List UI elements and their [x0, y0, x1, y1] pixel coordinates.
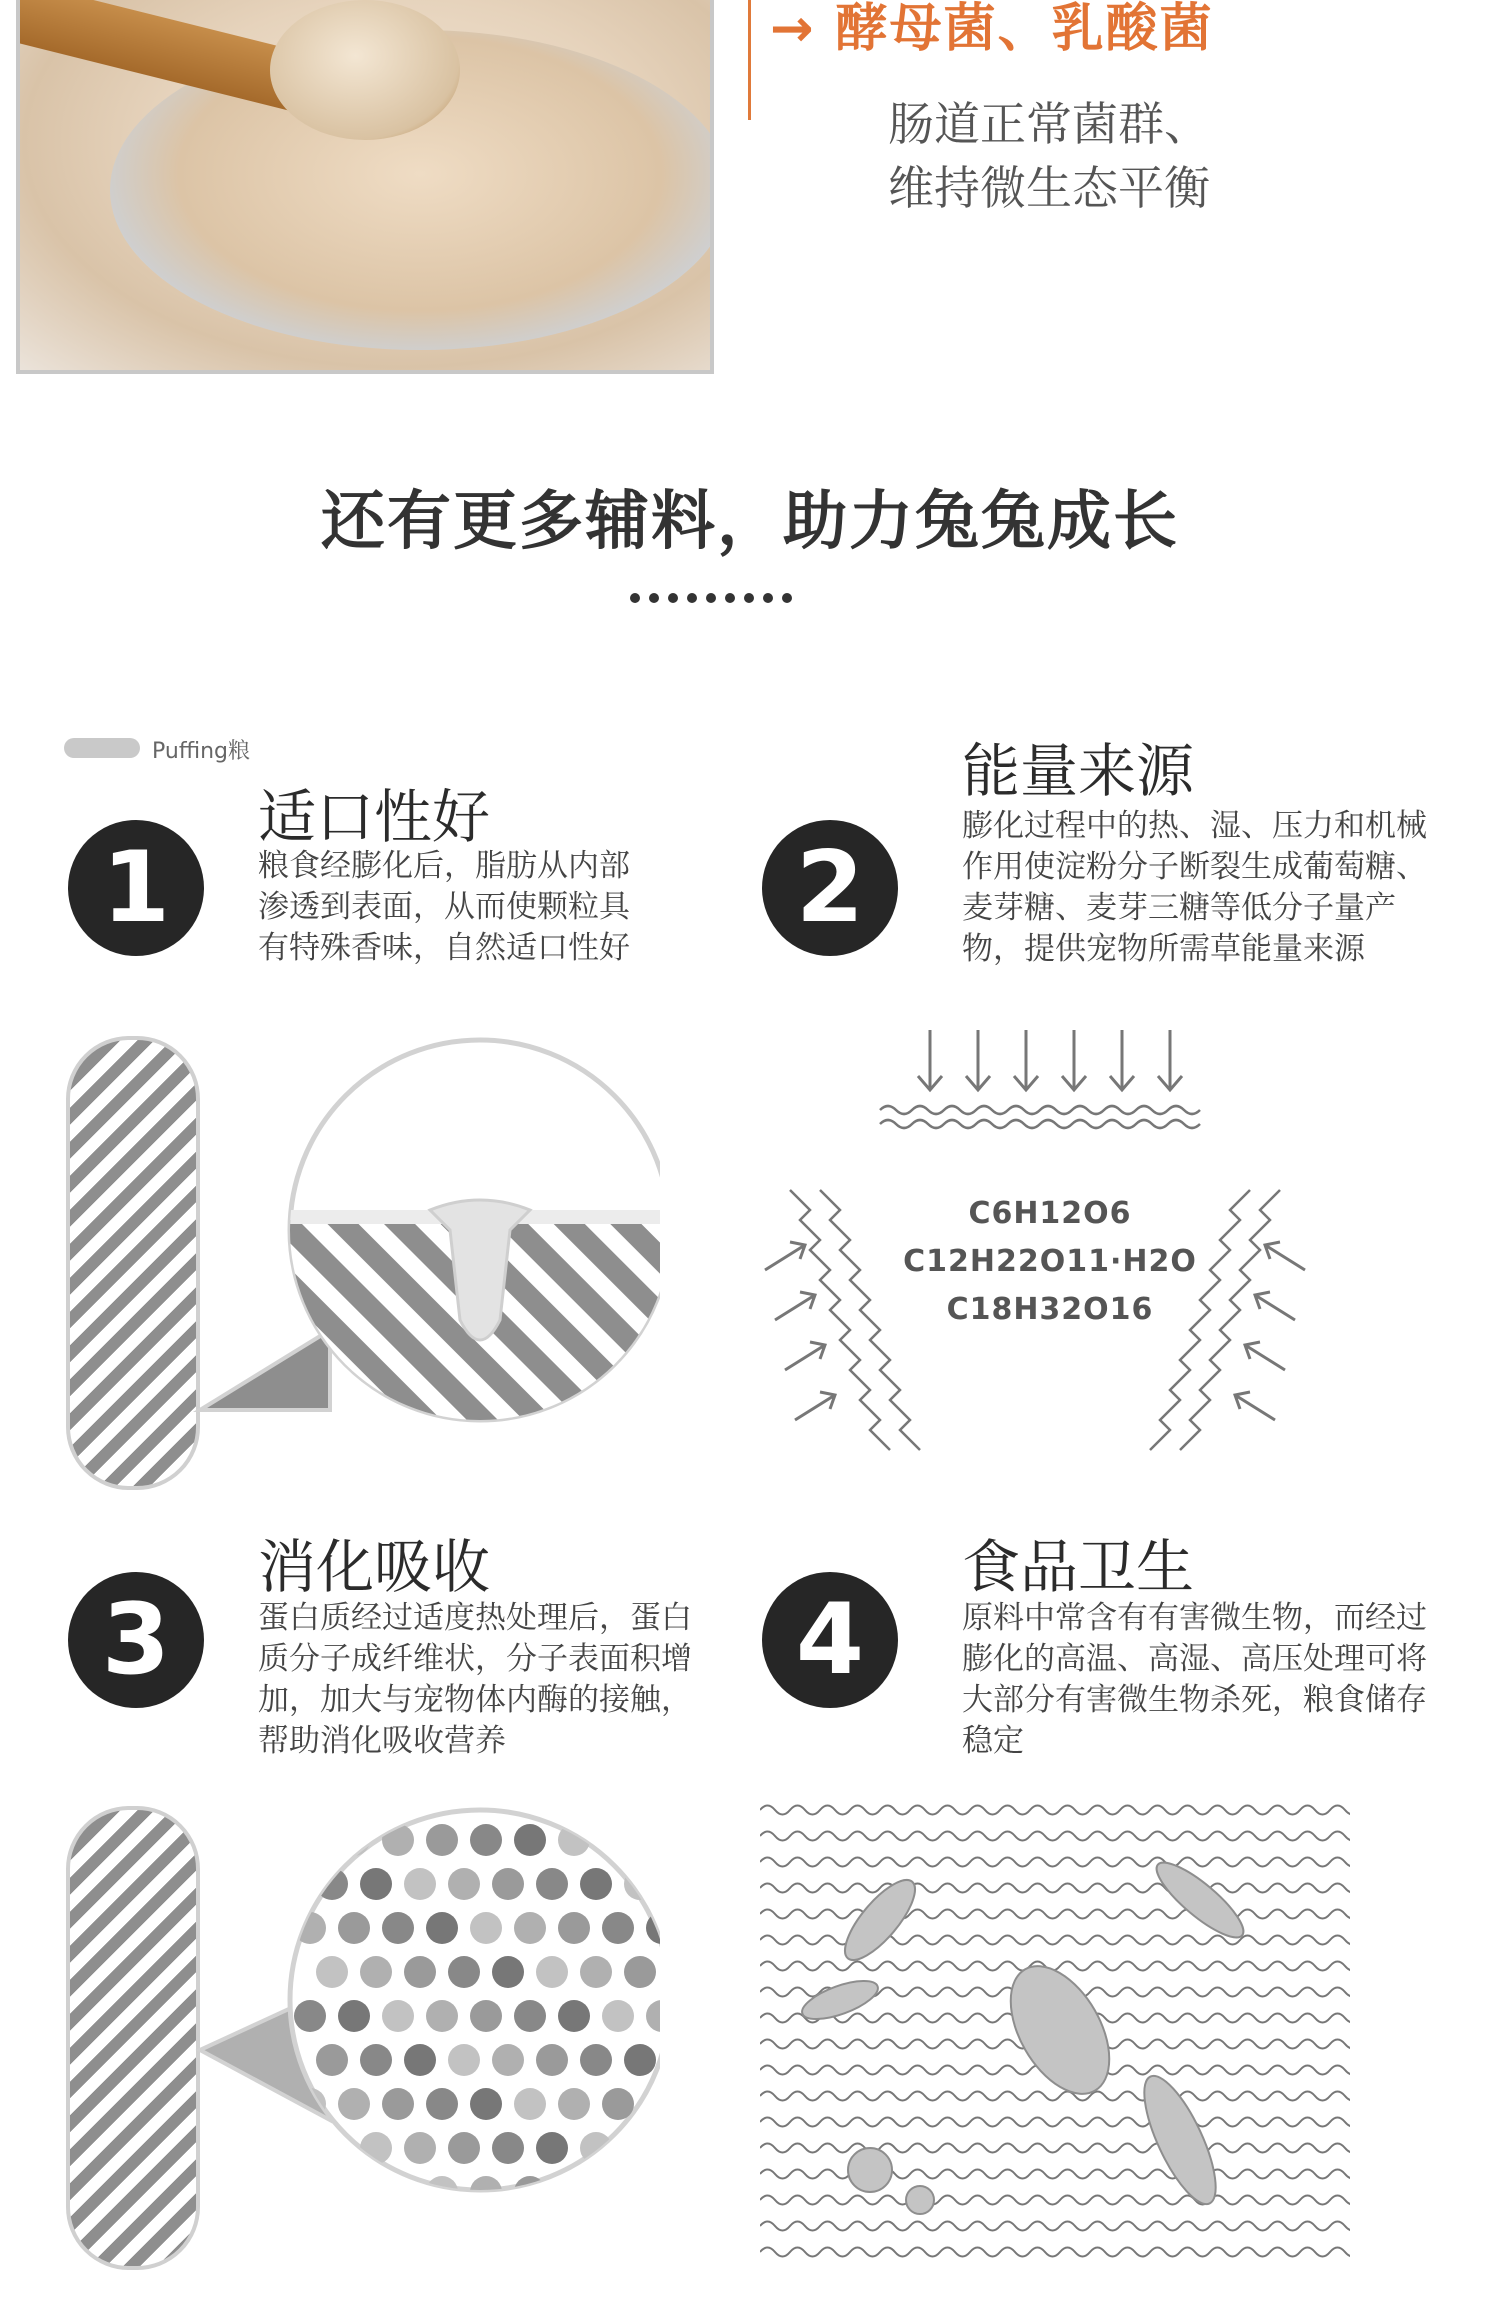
nutrient-dot — [536, 1956, 568, 1988]
nutrient-dot — [602, 1912, 634, 1944]
nutrient-dot — [646, 1824, 660, 1856]
nutrient-dot — [602, 1824, 634, 1856]
nutrient-dot — [470, 2000, 502, 2032]
formula-glucose: C6H12O6 — [968, 1196, 1132, 1231]
nutrient-dot — [514, 2088, 546, 2120]
legend-label: Puffing粮 — [152, 739, 251, 764]
nutrient-dot — [404, 1868, 436, 1900]
nutrient-dot — [426, 1824, 458, 1856]
nutrient-dot — [602, 2000, 634, 2032]
nutrient-dot — [558, 2088, 590, 2120]
nutrient-dot — [404, 2132, 436, 2164]
nutrient-dot — [294, 2000, 326, 2032]
feature-4-title: 食品卫生 — [962, 1533, 1195, 1601]
nutrient-dot — [338, 2176, 370, 2208]
nutrient-dot — [470, 1824, 502, 1856]
nutrient-dot — [536, 2132, 568, 2164]
formula-maltotriose: C18H32O16 — [946, 1292, 1154, 1327]
spoon-scoop-illustration — [270, 0, 460, 140]
nutrient-dot — [316, 2132, 348, 2164]
nutrient-dot — [294, 2176, 326, 2208]
nutrient-dot — [404, 2044, 436, 2076]
bacteria-icon — [798, 1852, 1253, 2214]
nutrient-dot — [382, 1912, 414, 1944]
nutrient-dot — [580, 1868, 612, 1900]
nutrient-dot — [602, 2088, 634, 2120]
feature-3-number: 3 — [68, 1572, 204, 1708]
feature-1-title: 适口性好 — [258, 783, 491, 851]
nutrient-dot — [536, 2044, 568, 2076]
feature-3-diagram — [190, 1800, 660, 2220]
nutrient-dot — [404, 1956, 436, 1988]
nutrient-dot — [338, 1912, 370, 1944]
benefit-line-2: 维持微生态平衡 — [888, 161, 1210, 215]
wave-line — [760, 2222, 1350, 2231]
nutrient-dot — [360, 2044, 392, 2076]
nutrient-dot — [514, 2000, 546, 2032]
benefit-text — [888, 92, 1210, 220]
wave-line — [760, 1858, 1350, 1867]
nutrient-dot — [360, 1868, 392, 1900]
nutrient-dot — [448, 1868, 480, 1900]
wave-line — [760, 2248, 1350, 2257]
nutrient-dot — [624, 2132, 656, 2164]
nutrient-dot — [580, 2044, 612, 2076]
wave-line — [760, 2196, 1350, 2205]
feature-1-body: 粮食经膨化后，脂肪从内部渗透到表面，从而使颗粒具有特殊香味，自然适口性好 — [258, 848, 630, 966]
wave-line — [760, 2118, 1350, 2127]
nutrient-dot — [624, 2044, 656, 2076]
nutrient-dot — [338, 1824, 370, 1856]
feature-1-number: 1 — [68, 820, 204, 956]
nutrient-dot — [426, 2088, 458, 2120]
nutrient-dot — [316, 1956, 348, 1988]
nutrient-dot — [602, 2176, 634, 2208]
nutrient-dot — [294, 1824, 326, 1856]
powder-photo — [16, 0, 714, 374]
feature-4-body: 原料中常含有有害微生物，而经过膨化的高温、高湿、高压处理可将大部分有害微生物杀死，粮食储存稳定 — [962, 1600, 1427, 1759]
wave-line — [760, 2092, 1350, 2101]
dots-divider — [630, 588, 830, 602]
nutrient-dot — [646, 2176, 660, 2208]
wave-line — [760, 1884, 1350, 1893]
feature-4-number: 4 — [762, 1572, 898, 1708]
nutrient-dot — [316, 2044, 348, 2076]
pellet-pill-3 — [66, 1806, 200, 2270]
nutrient-dot — [426, 2000, 458, 2032]
nutrient-dot — [558, 1912, 590, 1944]
benefit-line-1: 肠道正常菌群、 — [888, 97, 1210, 151]
legend-swatch — [64, 738, 140, 758]
nutrient-dot — [426, 1912, 458, 1944]
pellet-pill-1 — [66, 1036, 200, 1490]
accent-divider — [748, 0, 751, 120]
wave-line — [760, 2144, 1350, 2153]
feature-2-number: 2 — [762, 820, 898, 956]
nutrient-dot — [426, 2176, 458, 2208]
nutrient-dot — [382, 2176, 414, 2208]
nutrient-dot — [448, 1956, 480, 1988]
nutrient-dot — [382, 2000, 414, 2032]
nutrient-dot — [492, 1956, 524, 1988]
wave-line — [760, 1806, 1350, 1815]
feature-2-title: 能量来源 — [962, 737, 1195, 805]
nutrient-dot — [492, 2044, 524, 2076]
wave-line — [760, 1962, 1350, 1971]
nutrient-dot — [338, 2000, 370, 2032]
nutrient-dot — [536, 1868, 568, 1900]
nutrient-dot — [470, 1912, 502, 1944]
feature-3-body: 蛋白质经过适度热处理后，蛋白质分子成纤维状，分子表面积增加，加大与宠物体内酶的接触，帮助消化吸收营养 — [258, 1600, 692, 1759]
wave-icon — [880, 1106, 1200, 1128]
feature-1-diagram — [190, 1030, 660, 1450]
nutrient-dot — [624, 1956, 656, 1988]
nutrient-dot — [338, 2088, 370, 2120]
nutrient-dot — [470, 2088, 502, 2120]
nutrient-dot — [448, 2132, 480, 2164]
wave-line — [760, 1832, 1350, 1841]
nutrient-dot — [382, 2088, 414, 2120]
feature-2-body: 膨化过程中的热、湿、压力和机械作用使淀粉分子断裂生成葡萄糖、麦芽糖、麦芽三糖等低分子量产物，提供宠物所需草能量来源 — [962, 808, 1427, 967]
nutrient-dot — [448, 2044, 480, 2076]
nutrient-dot — [580, 1956, 612, 1988]
formula-maltose: C12H22O11·H2O — [903, 1244, 1197, 1279]
feature-3-title: 消化吸收 — [258, 1533, 491, 1601]
nutrient-dot — [382, 1824, 414, 1856]
wave-line — [760, 1910, 1350, 1919]
nutrient-dot — [492, 2132, 524, 2164]
nutrient-dot — [558, 2000, 590, 2032]
down-arrow-icon — [918, 1030, 1182, 1090]
nutrient-dot — [558, 2176, 590, 2208]
nutrient-dot — [514, 1912, 546, 1944]
nutrient-dot — [514, 1824, 546, 1856]
nutrient-dot — [492, 1868, 524, 1900]
section-headline: 还有更多辅料，助力兔兔成长 — [321, 485, 1179, 559]
nutrient-dot — [360, 1956, 392, 1988]
highlight-heading: → 酵母菌、乳酸菌 — [770, 0, 1214, 59]
feature-4-diagram — [760, 1800, 1350, 2280]
